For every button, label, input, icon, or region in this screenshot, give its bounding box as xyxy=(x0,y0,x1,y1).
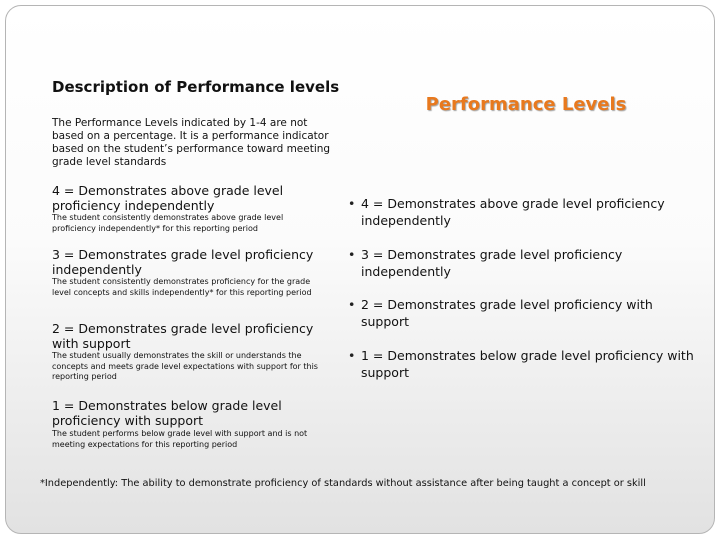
right-item-text: 4 = Demonstrates above grade level proficiency independently xyxy=(361,196,665,228)
bullet-icon: • xyxy=(348,196,356,211)
level-1-description: The student performs below grade level with support and is not meeting expectations for this reporting period xyxy=(52,429,308,449)
left-intro: The Performance Levels indicated by 1-4 are not based on a percentage. It is a performance indicator based on the student’s performance toward meeting grade level standards xyxy=(52,117,331,168)
level-1-title: 1 = Demonstrates below grade level proficiency with support xyxy=(52,398,282,428)
level-2-title: 2 = Demonstrates grade level proficiency with support xyxy=(52,321,314,351)
bullet-icon: • xyxy=(348,297,356,312)
right-item-2 xyxy=(348,296,703,330)
right-item-text: 3 = Demonstrates grade level proficiency independently xyxy=(361,247,623,279)
right-item-text: 2 = Demonstrates grade level proficiency with support xyxy=(361,297,653,329)
left-heading: Description of Performance levels xyxy=(52,78,340,96)
right-item-1 xyxy=(348,347,703,381)
right-item-4 xyxy=(348,195,703,229)
level-2-description: The student usually demonstrates the skill or understands the concepts and meets grade level expectations with support for this reporting period xyxy=(52,351,318,381)
bullet-icon: • xyxy=(348,348,356,363)
footnote: *Independently: The ability to demonstrate proficiency of standards without assistance after being taught a concept or skill xyxy=(40,478,646,489)
right-item-3 xyxy=(348,246,703,280)
right-item-text: 1 = Demonstrates below grade level proficiency with support xyxy=(361,348,694,380)
level-3-description: The student consistently demonstrates proficiency for the grade level concepts and skills independently* for this reporting period xyxy=(52,277,312,297)
level-3-title: 3 = Demonstrates grade level proficiency independently xyxy=(52,247,314,277)
level-4-description: The student consistently demonstrates above grade level proficiency independently* for this reporting period xyxy=(52,213,284,233)
bullet-icon: • xyxy=(348,247,356,262)
right-heading: Performance Levels xyxy=(425,94,627,115)
level-4-title: 4 = Demonstrates above grade level proficiency independently xyxy=(52,183,284,213)
